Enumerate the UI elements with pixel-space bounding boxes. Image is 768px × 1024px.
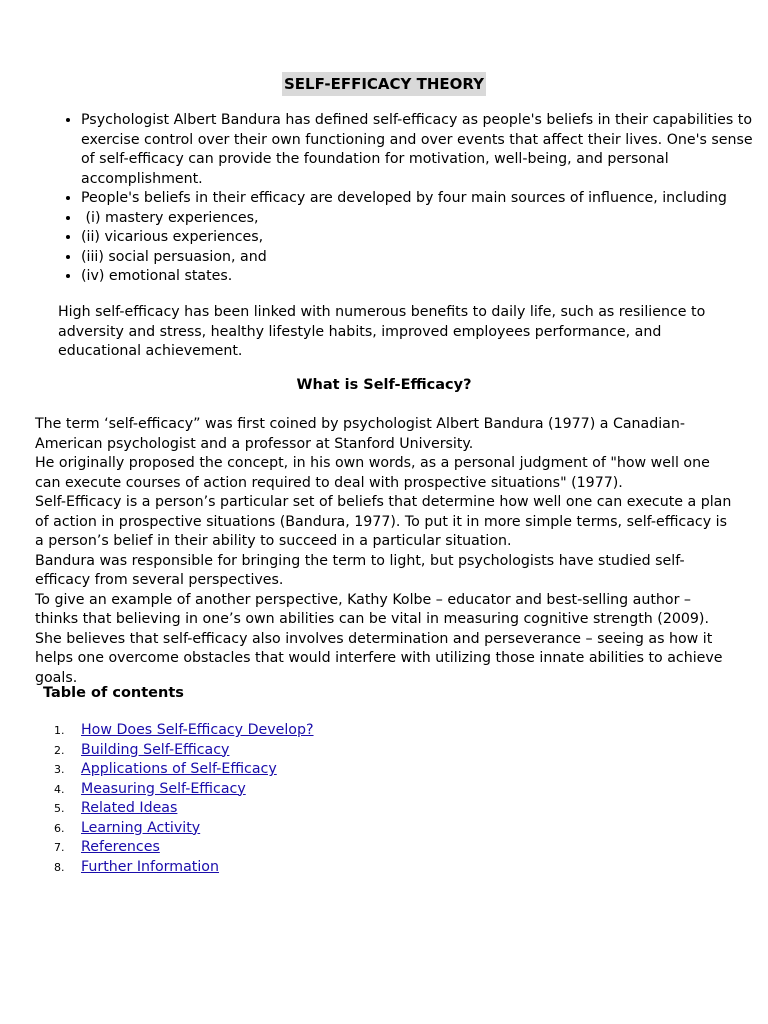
- toc-link-develop[interactable]: How Does Self-Efficacy Develop?: [81, 722, 314, 738]
- toc-link-further-information[interactable]: Further Information: [81, 858, 219, 875]
- body-paragraph: The term ‘self-efficacy” was first coined by psychologist Albert Bandura (1977) a Canadian-American psychologist and a professor at Stanford University.: [35, 416, 685, 452]
- section-heading: What is Self-Efficacy?: [296, 377, 472, 393]
- bullet-item: • Psychologist Albert Bandura has defined self-efficacy as people's beliefs in their capabilities to exercise control over their own functioning and over events that affect their lives. One's sense of self-efficacy can provide the foundation for motivation, well-being, and personal accomplishment.: [81, 111, 761, 189]
- toc-item: [54, 721, 314, 741]
- document-title: SELF-EFFICACY THEORY: [282, 72, 486, 96]
- body-text: [35, 415, 735, 688]
- toc-link-related-ideas[interactable]: Related Ideas: [81, 800, 178, 816]
- toc-link-measuring[interactable]: Measuring Self-Efficacy: [81, 780, 246, 797]
- toc-number: 3.: [54, 763, 65, 776]
- toc-item: [54, 780, 314, 800]
- body-paragraph: To give an example of another perspective, Kathy Kolbe – educator and best-selling author – thinks that believing in one’s own abilities can be vital in measuring cognitive strength (2009).: [35, 591, 709, 627]
- table-of-contents: [54, 721, 314, 877]
- toc-item: [54, 819, 314, 839]
- bullet-item: • (ii) vicarious experiences,: [81, 228, 761, 248]
- toc-link-building[interactable]: Building Self-Efficacy: [81, 741, 230, 758]
- toc-item: [54, 760, 314, 780]
- toc-number: 8.: [54, 860, 65, 874]
- body-paragraph: She believes that self-efficacy also involves determination and perseverance – seeing as how it helps one overcome obstacles that would interfere with utilizing those innate abilities to achieve goals.: [35, 630, 723, 686]
- toc-number: 5.: [54, 802, 65, 815]
- bullet-item: • People's beliefs in their efficacy are developed by four main sources of influence, including: [81, 189, 761, 209]
- body-paragraph: Bandura was responsible for bringing the term to light, but psychologists have studied self-efficacy from several perspectives.: [35, 552, 685, 588]
- intro-paragraph: High self-efficacy has been linked with numerous benefits to daily life, such as resilience to adversity and stress, healthy lifestyle habits, improved employees performance, and educational achievement.: [58, 304, 706, 359]
- toc-item: [54, 799, 314, 819]
- subheading-wrap: [0, 377, 768, 393]
- toc-link-references[interactable]: References: [81, 839, 160, 855]
- bullet-list: [56, 111, 761, 287]
- toc-item: [54, 741, 314, 761]
- toc-number: 2.: [54, 743, 65, 757]
- bullet-item: • (iii) social persuasion, and: [81, 248, 761, 268]
- toc-item: [54, 858, 314, 878]
- toc-number: 4.: [54, 782, 65, 796]
- toc-heading: Table of contents: [43, 685, 184, 701]
- toc-item: [54, 838, 314, 858]
- toc-link-learning-activity[interactable]: Learning Activity: [81, 819, 201, 836]
- body-paragraph: He originally proposed the concept, in his own words, as a personal judgment of "how well one can execute courses of action required to deal with prospective situations" (1977).: [35, 455, 710, 491]
- bullet-item: • (iv) emotional states.: [81, 267, 761, 287]
- toc-number: 7.: [54, 841, 65, 854]
- toc-number: 1.: [54, 724, 65, 737]
- title-wrap: [0, 72, 768, 96]
- toc-number: 6.: [54, 821, 65, 835]
- toc-link-applications[interactable]: Applications of Self-Efficacy: [81, 761, 277, 777]
- body-paragraph: Self-Efficacy is a person’s particular set of beliefs that determine how well one can execute a plan of action in prospective situations (Bandura, 1977). To put it in more simple terms, self-efficacy is a person’s belief in their ability to succeed in a particular situation.: [35, 494, 732, 549]
- bullet-item: • (i) mastery experiences,: [81, 209, 761, 229]
